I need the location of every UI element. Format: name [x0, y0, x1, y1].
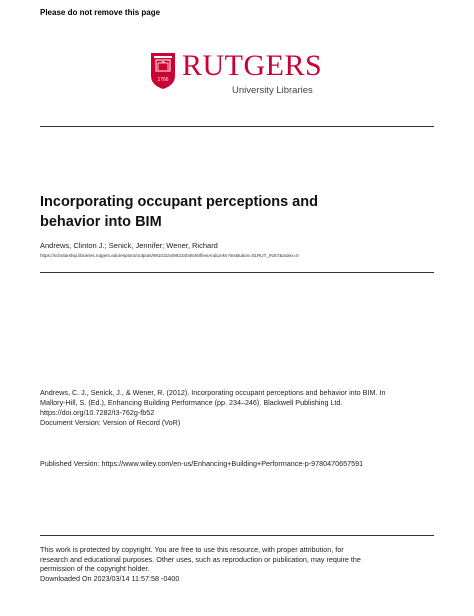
- divider-bottom: [40, 535, 434, 536]
- published-version[interactable]: Published Version: https://www.wiley.com/en-us/Enhancing+Building+Performance-p-9780470657591: [40, 459, 364, 468]
- download-timestamp: Downloaded On 2023/03/14 11:57:58 -0400: [40, 573, 180, 583]
- citation-line: Mallory-Hill, S. (Ed.), Enhancing Building Performance (pp. 234–246). Blackwell Publishing Ltd.: [40, 398, 343, 407]
- footer-line: permission of the copyright holder.: [40, 564, 150, 573]
- document-url-link[interactable]: https://scholarship.libraries.rutgers.edu/esploro/outputs/991031549923404646/filesAndLinks?institution=01RUT_INST&index=0: [40, 253, 299, 258]
- page-notice: Please do not remove this page: [40, 8, 161, 17]
- shield-year: 1766: [157, 77, 169, 83]
- copyright-notice: [40, 545, 435, 583]
- rutgers-wordmark: RUTGERS: [182, 49, 323, 82]
- document-authors: Andrews, Clinton J.; Senick, Jennifer; Wener, Richard: [40, 241, 218, 250]
- footer-line: This work is protected by copyright. You are free to use this resource, with proper attribution, for: [40, 545, 344, 554]
- logo-subtitle: University Libraries: [232, 85, 313, 96]
- citation-line: Andrews, C. J., Senick, J., & Wener, R. (2012). Incorporating occupant perceptions and behavior into BIM. In: [40, 388, 386, 397]
- title-line: Incorporating occupant perceptions and: [40, 194, 318, 210]
- rutgers-shield-icon: [150, 52, 176, 90]
- document-version: Document Version: Version of Record (VoR): [40, 418, 181, 427]
- title-line: behavior into BIM: [40, 214, 162, 230]
- rutgers-logo: [150, 48, 330, 106]
- citation-block: [40, 388, 435, 428]
- divider-top: [40, 126, 434, 127]
- footer-line: research and educational purposes. Other uses, such as reproduction or publication, may require the: [40, 554, 361, 564]
- divider-middle: [40, 272, 434, 273]
- document-title: [40, 192, 430, 232]
- doi-link[interactable]: https://doi.org/10.7282/t3-762g-fb52: [40, 408, 155, 417]
